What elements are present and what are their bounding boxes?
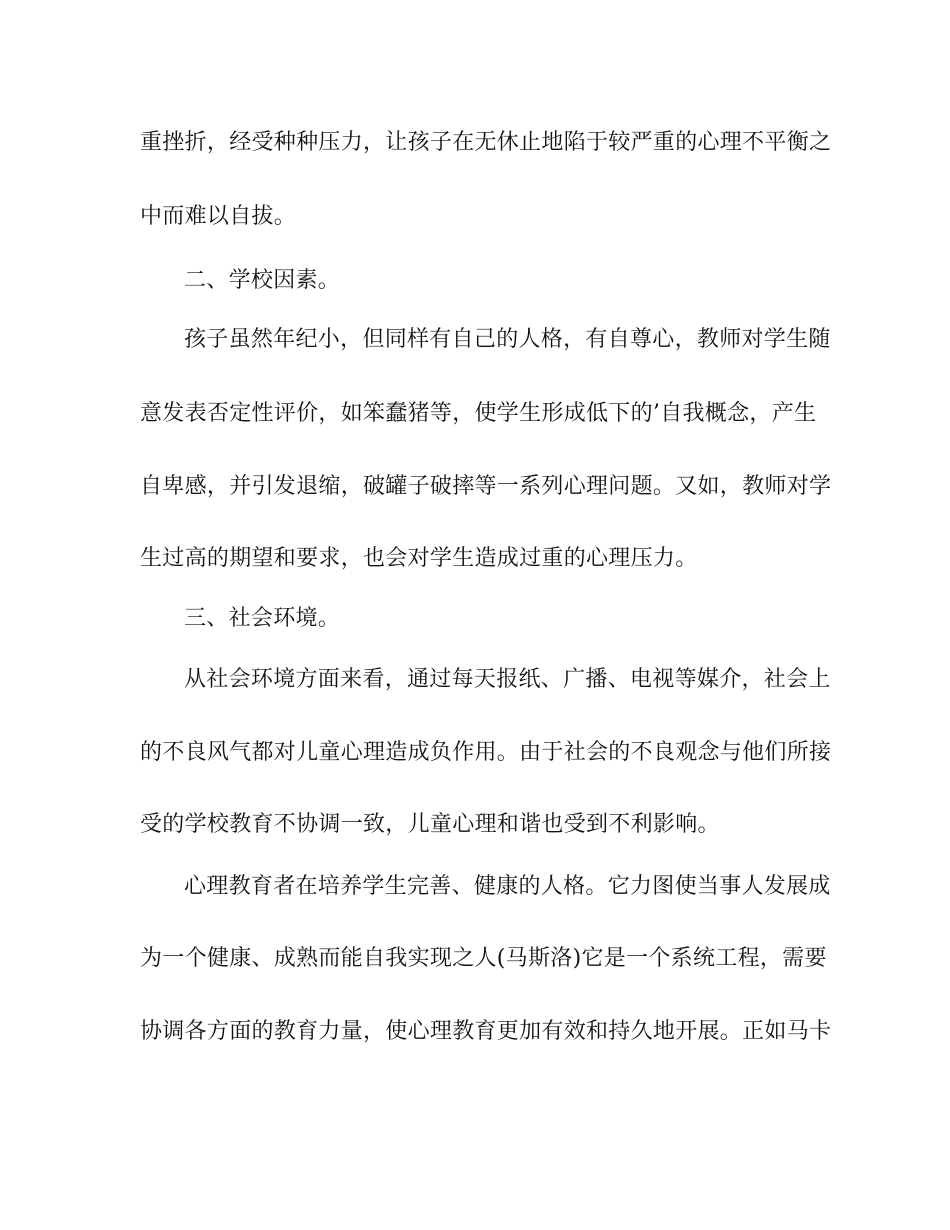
text-line: 协调各方面的教育力量，使心理教育更加有效和持久地开展。正如马卡: [140, 1019, 832, 1044]
text-line: 重挫折，经受种种压力，让孩子在无休止地陷于较严重的心理不平衡之: [140, 130, 832, 155]
section-heading: 二、学校因素。: [184, 268, 341, 293]
text-line: 自卑感，并引发退缩，破罐子破摔等一系列心理问题。又如，教师对学: [140, 474, 832, 499]
text-line: 生过高的期望和要求，也会对学生造成过重的心理压力。: [140, 546, 698, 571]
section-heading: 三、社会环境。: [184, 606, 341, 631]
text-line: 意发表否定性评价，如笨蠢猪等，使学生形成低下的’自我概念，产生: [140, 401, 817, 426]
text-line: 为一个健康、成熟而能自我实现之人(马斯洛)它是一个系统工程，需要: [140, 946, 827, 971]
text-line: 中而难以自拔。: [140, 204, 297, 229]
text-line: 心理教育者在培养学生完善、健康的人格。它力图使当事人发展成: [184, 874, 831, 899]
text-line: 的不良风气都对儿童心理造成负作用。由于社会的不良观念与他们所接: [140, 740, 832, 765]
text-line: 受的学校教育不协调一致，儿童心理和谐也受到不利影响。: [140, 812, 720, 837]
text-line: 从社会环境方面来看，通过每天报纸、广播、电视等媒介，社会上: [184, 667, 831, 692]
text-line: 孩子虽然年纪小，但同样有自己的人格，有自尊心，教师对学生随: [184, 327, 831, 352]
